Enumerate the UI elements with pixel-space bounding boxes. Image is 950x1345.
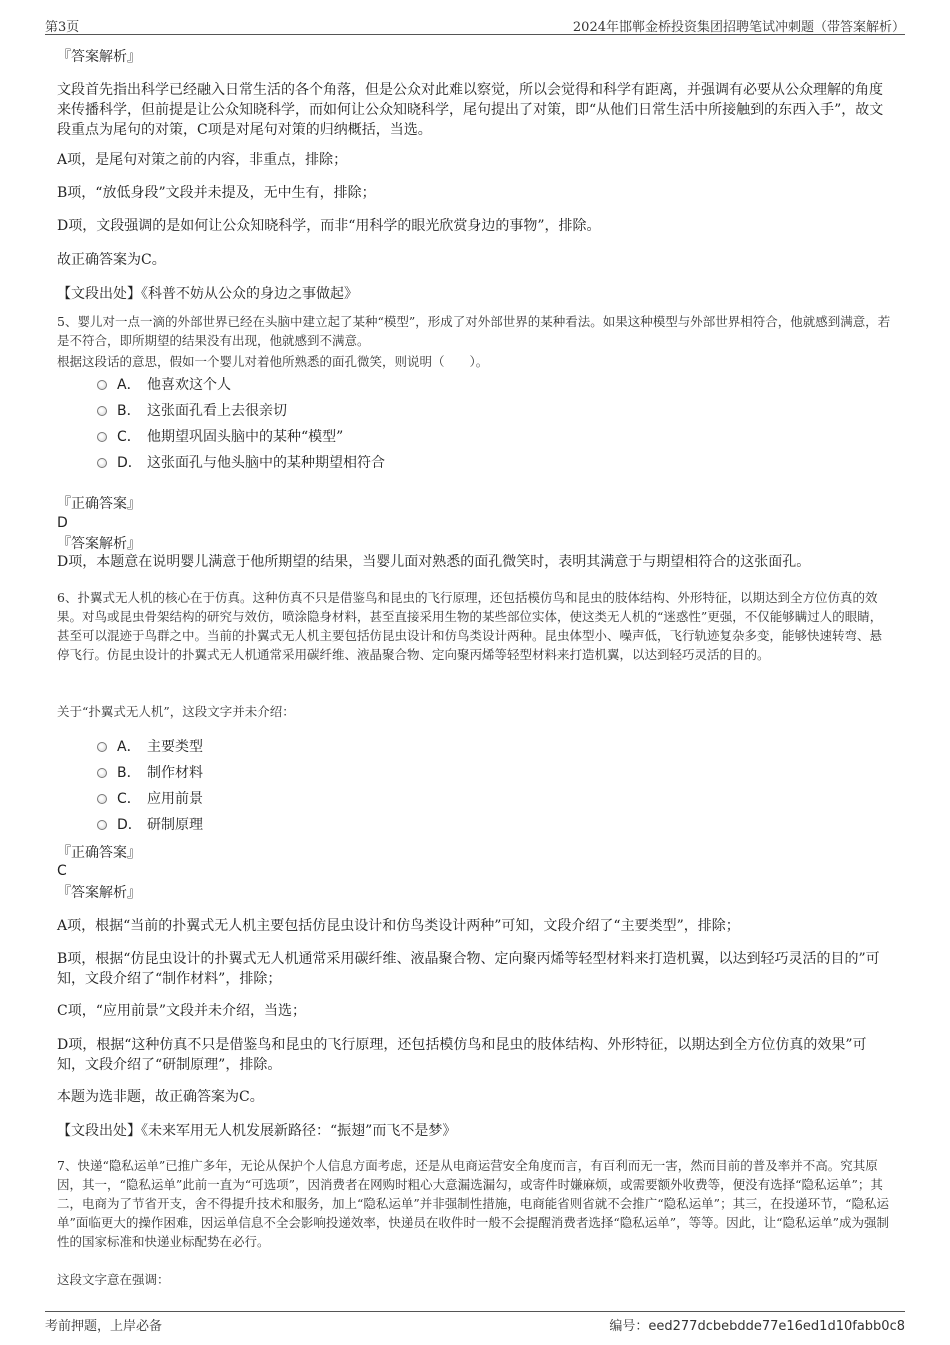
q5-option-d[interactable]: D． 这张面孔与他头脑中的某种期望相符合 (97, 454, 385, 472)
q4-analysis-b: B项，“放低身段”文段并未提及，无中生有，排除； (57, 185, 376, 201)
q6-option-c[interactable]: C． 应用前景 (97, 790, 203, 808)
q6-option-a[interactable]: A． 主要类型 (97, 738, 203, 756)
q5-answer: D (57, 515, 68, 531)
radio-icon[interactable] (97, 432, 107, 442)
radio-icon[interactable] (97, 768, 107, 778)
q4-analysis-a: A项，是尾句对策之前的内容，非重点，排除； (57, 152, 348, 168)
q5-answer-label: 『正确答案』 (57, 496, 141, 512)
q6-analysis-d: D项，根据“这种仿真不只是借鉴鸟和昆虫的飞行原理，还包括模仿鸟和昆虫的肢体结构、外形特征，以期达到全方位仿真的效果”可知，文段介绍了“研制原理”，排除。 (57, 1037, 867, 1073)
radio-icon[interactable] (97, 820, 107, 830)
page-header (45, 14, 905, 35)
q6-source: 【文段出处】《未来军用无人机发展新路径：“振翅”而飞不是梦》 (57, 1123, 457, 1139)
q5-option-c[interactable]: C． 他期望巩固头脑中的某种“模型” (97, 428, 343, 446)
radio-icon[interactable] (97, 406, 107, 416)
document-title: 2024年邯郸金桥投资集团招聘笔试冲刺题（带答案解析） (572, 20, 905, 35)
q6-analysis-label: 『答案解析』 (57, 885, 141, 901)
q6-option-d[interactable]: D． 研制原理 (97, 816, 203, 834)
q4-analysis-text: 文段首先指出科学已经融入日常生活的各个角落，但是公众对此难以察觉，所以会觉得和科学有距离，并强调有必要从公众理解的角度来传播科学，但前提是让公众知晓科学，而如何让公众知晓科学，尾句提出了对策，即“从他们日常生活中所接触到的东西入手”，故文段重点为尾句的对策，C项是对尾句对策的归纳概括，当选。 (57, 82, 884, 138)
q5-option-b[interactable]: B． 这张面孔看上去很亲切 (97, 402, 287, 420)
q6-answer: C (57, 863, 67, 879)
q4-conclusion: 故正确答案为C。 (57, 252, 166, 268)
q5-stem: 5、婴儿对一点一滴的外部世界已经在头脑中建立起了某种“模型”，形成了对外部世界的某种看法。如果这种模型与外部世界相符合，他就感到满意，若是不符合，即所期望的结果没有出现，他就感到不满意。 (57, 314, 891, 348)
q6-analysis-a: A项，根据“当前的扑翼式无人机主要包括仿昆虫设计和仿鸟类设计两种”可知，文段介绍了“主要类型”，排除； (57, 918, 740, 934)
q6-conclusion: 本题为选非题，故正确答案为C。 (57, 1089, 264, 1105)
radio-icon[interactable] (97, 380, 107, 390)
page-footer (45, 1311, 905, 1334)
q5-analysis-label: 『答案解析』 (57, 536, 141, 552)
footer-doc-id: 编号：eed277dcbebdde77e16ed1d10fabb0c8 (609, 1319, 905, 1334)
q5-option-a[interactable]: A． 他喜欢这个人 (97, 376, 231, 394)
q5-analysis-text: D项，本题意在说明婴儿满意于他所期望的结果，当婴儿面对熟悉的面孔微笑时，表明其满意于与期望相符合的这张面孔。 (57, 554, 811, 570)
footer-slogan: 考前押题，上岸必备 (45, 1319, 163, 1334)
radio-icon[interactable] (97, 794, 107, 804)
q6-analysis-b: B项，根据“仿昆虫设计的扑翼式无人机通常采用碳纤维、液晶聚合物、定向聚丙烯等轻型材料来打造机翼，以达到轻巧灵活的目的”可知，文段介绍了“制作材料”，排除； (57, 951, 880, 987)
q4-source: 【文段出处】《科普不妨从公众的身边之事做起》 (57, 286, 358, 302)
q6-analysis-c: C项，“应用前景”文段并未介绍，当选； (57, 1003, 307, 1019)
radio-icon[interactable] (97, 458, 107, 468)
q7-stem: 7、快递“隐私运单”已推广多年，无论从保护个人信息方面考虑，还是从电商运营安全角度而言，有百利而无一害，然而目前的普及率并不高。究其原因，其一，“隐私运单”此前一直为“可选项”，因消费者在网购时粗心大意漏选漏勾，或寄件时嫌麻烦，或需要额外收费等，便没有选择“隐私运单”；其二，电商为了节省开支，舍不得提升技术和服务，加上“隐私运单”并非强制性措施，电商能省则省就不会推广“隐私运单”；其三，在投递环节，“隐私运单”面临更大的操作困难，因运单信息不全会影响投递效率，快递员在收件时一般不会提醒消费者选择“隐私运单”，等等。因此，让“隐私运单”成为强制性的国家标准和快递业标配势在必行。 (57, 1158, 889, 1249)
q5-question: 根据这段话的意思，假如一个婴儿对着他所熟悉的面孔微笑，则说明（ ）。 (57, 354, 489, 369)
q6-question: 关于“扑翼式无人机”，这段文字并未介绍： (57, 704, 295, 719)
q6-option-b[interactable]: B． 制作材料 (97, 764, 203, 782)
q6-stem: 6、扑翼式无人机的核心在于仿真。这种仿真不只是借鉴鸟和昆虫的飞行原理，还包括模仿鸟和昆虫的肢体结构、外形特征，以期达到全方位仿真的效果。对鸟或昆虫骨架结构的研究与效仿，喷涂隐身材料，甚至直接采用生物的某些部位实体，使这类无人机的“迷惑性”更强，不仅能够瞒过人的眼睛，甚至可以混迹于鸟群之中。当前的扑翼式无人机主要包括仿昆虫设计和仿鸟类设计两种。昆虫体型小、噪声低，飞行轨迹复杂多变，能够快速转弯、悬停飞行。仿昆虫设计的扑翼式无人机通常采用碳纤维、液晶聚合物、定向聚丙烯等轻型材料来打造机翼，以达到轻巧灵活的目的。 (57, 590, 883, 662)
q7-question: 这段文字意在强调： (57, 1272, 170, 1287)
q4-analysis-label: 『答案解析』 (57, 49, 141, 65)
page-number: 第3页 (45, 20, 80, 35)
q4-analysis-d: D项，文段强调的是如何让公众知晓科学，而非“用科学的眼光欣赏身边的事物”，排除。 (57, 218, 601, 234)
q6-answer-label: 『正确答案』 (57, 845, 141, 861)
radio-icon[interactable] (97, 742, 107, 752)
